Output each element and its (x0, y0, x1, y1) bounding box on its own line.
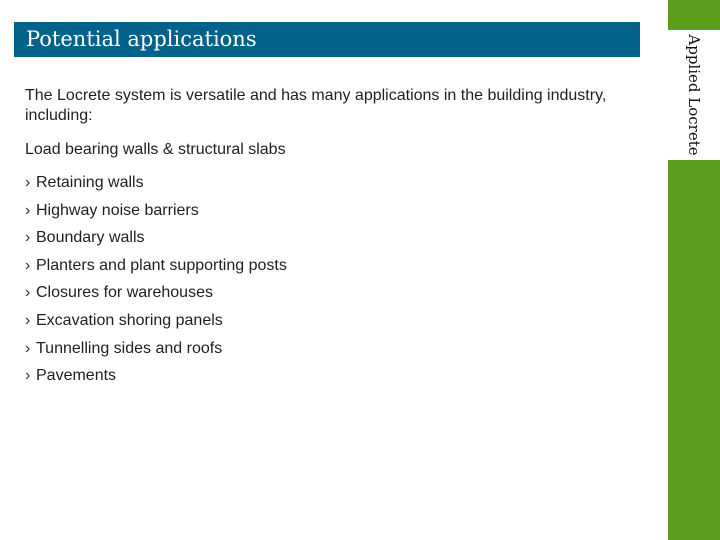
list-item-label: Tunnelling sides and roofs (36, 339, 223, 357)
list-item-label: Retaining walls (36, 174, 144, 191)
chevron-right-icon: › (25, 201, 31, 219)
list-item-label: Pavements (36, 367, 117, 385)
chevron-right-icon: › (25, 284, 31, 302)
chevron-right-icon: › (25, 339, 31, 357)
list-item-label: Excavation shoring panels (36, 311, 223, 329)
chevron-right-icon: › (25, 256, 31, 274)
list-item (25, 256, 287, 284)
list-item (25, 366, 287, 394)
list-item (25, 283, 287, 311)
list-item (25, 201, 287, 229)
section-label: Applied Locrete (685, 34, 703, 156)
list-item (25, 173, 287, 201)
list-item-label: Closures for warehouses (36, 284, 213, 302)
chevron-right-icon: › (25, 174, 31, 191)
list-item-label: Boundary walls (36, 229, 145, 247)
page-title: Potential applications (26, 27, 257, 51)
chevron-right-icon: › (25, 367, 31, 385)
list-item-label: Highway noise barriers (36, 201, 199, 219)
list-item (25, 311, 287, 339)
side-label-box (668, 30, 720, 160)
application-list (25, 173, 287, 394)
title-bar (14, 22, 640, 57)
list-item (25, 228, 287, 256)
chevron-right-icon: › (25, 311, 31, 329)
chevron-right-icon: › (25, 229, 31, 247)
intro-text: The Locrete system is versatile and has many applications in the building industry, including: (25, 87, 607, 124)
subheading: Load bearing walls & structural slabs (25, 141, 286, 158)
list-item-label: Planters and plant supporting posts (36, 256, 287, 274)
list-item (25, 339, 287, 367)
